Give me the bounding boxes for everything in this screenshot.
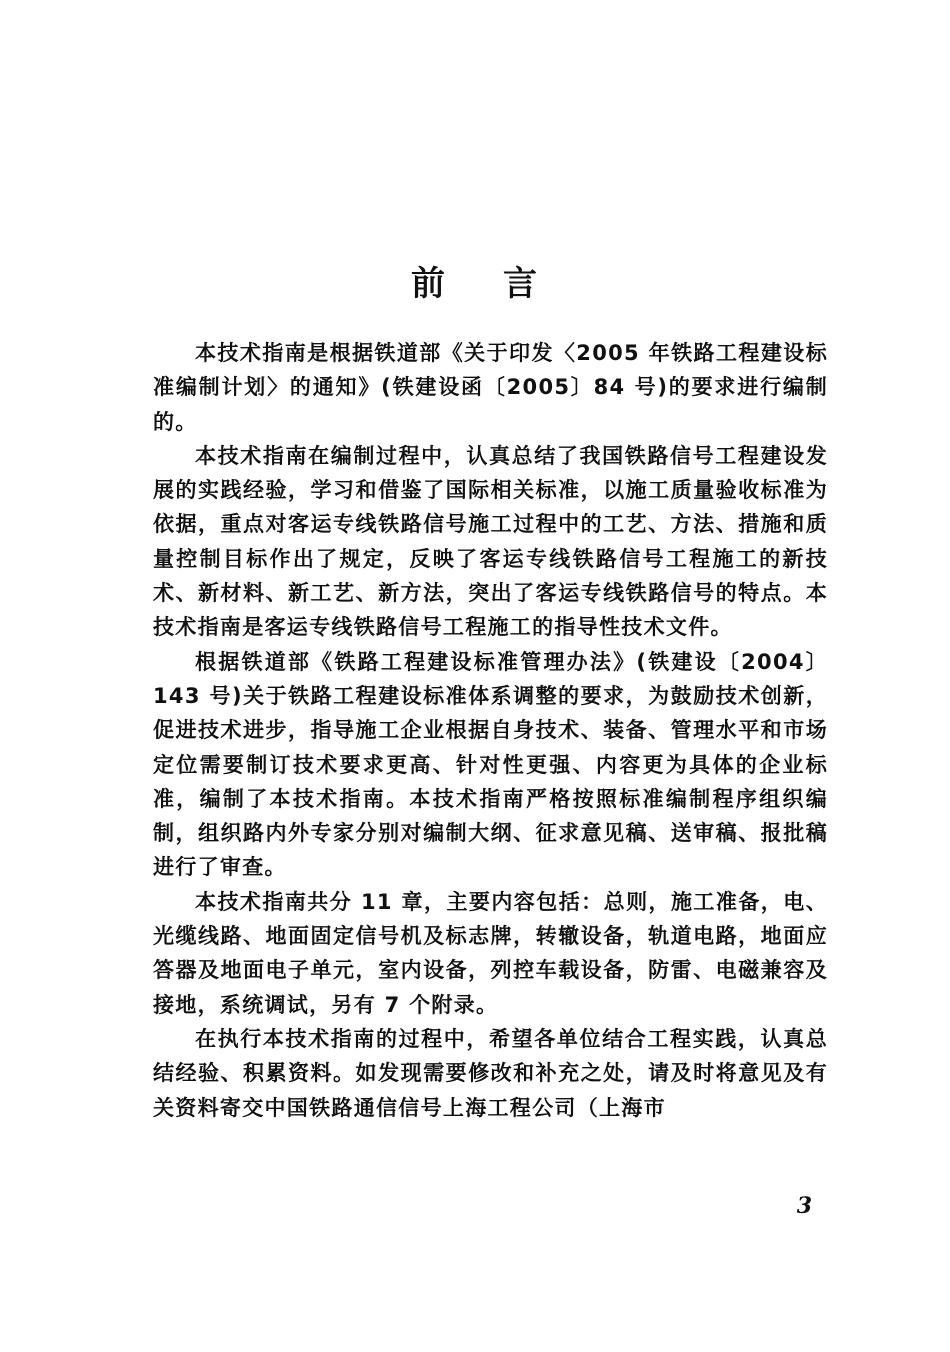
preface-body xyxy=(153,336,828,1125)
page-title-part-1: 前 xyxy=(411,264,447,304)
paragraph-5: 在执行本技术指南的过程中，希望各单位结合工程实践，认真总结经验、积累资料。如发现需要修改和补充之处，请及时将意见及有关资料寄交中国铁路通信信号上海工程公司（上海市 xyxy=(153,1026,828,1120)
paragraph-2: 本技术指南在编制过程中，认真总结了我国铁路信号工程建设发展的实践经验，学习和借鉴了国际相关标准，以施工质量验收标准为依据，重点对客运专线铁路信号施工过程中的工艺、方法、措施和质量控制目标作出了规定，反映了客运专线铁路信号工程施工的新技术、新材料、新工艺、新方法，突出了客运专线铁路信号的特点。本技术指南是客运专线铁路信号工程施工的指导性技术文件。 xyxy=(153,443,828,640)
paragraph-4: 本技术指南共分 11 章，主要内容包括：总则，施工准备，电、光缆线路、地面固定信号机及标志牌，转辙设备，轨道电路，地面应答器及地面电子单元，室内设备，列控车载设备，防雷、电磁兼容及接地，系统调试，另有 7 个附录。 xyxy=(153,889,828,1017)
paragraph-3: 根据铁道部《铁路工程建设标准管理办法》(铁建设〔2004〕143 号)关于铁路工程建设标准体系调整的要求，为鼓励技术创新，促进技术进步，指导施工企业根据自身技术、装备、管理水平和市场定位需要制订技术要求更高、针对性更强、内容更为具体的企业标准，编制了本技术指南。本技术指南严格按照标准编制程序组织编制，组织路内外专家分别对编制大纲、征求意见稿、送审稿、报批稿进行了审查。 xyxy=(153,649,828,880)
page-number: 3 xyxy=(796,1193,812,1219)
page-title-part-2: 言 xyxy=(503,264,539,304)
paragraph-1: 本技术指南是根据铁道部《关于印发〈2005 年铁路工程建设标准编制计划〉的通知》(铁建设函〔2005〕84 号)的要求进行编制的。 xyxy=(153,341,828,434)
page-title xyxy=(0,262,950,306)
